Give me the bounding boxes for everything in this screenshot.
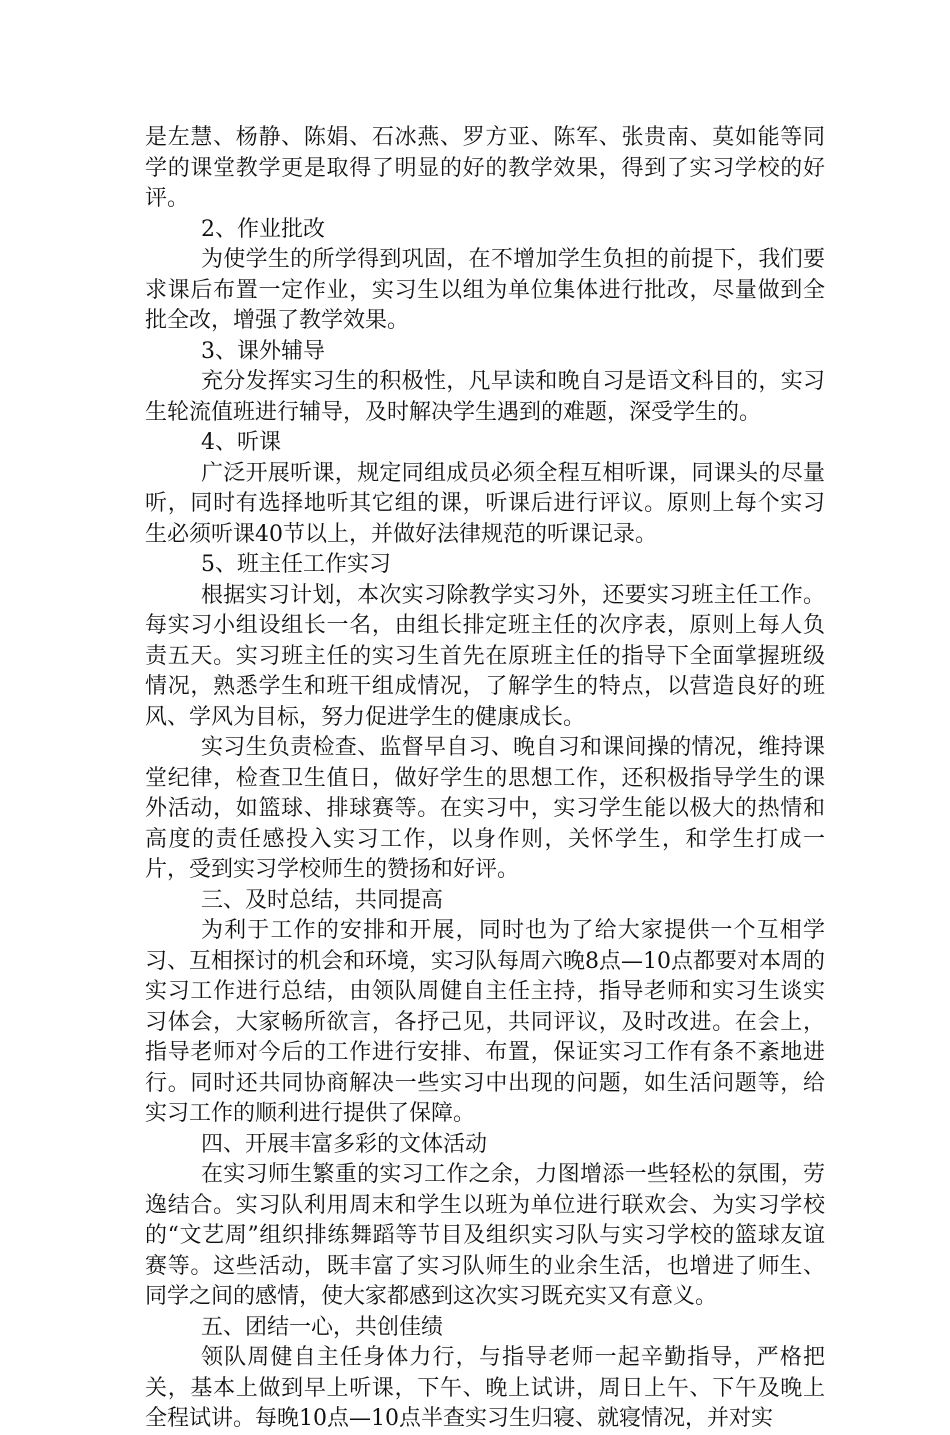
document-page bbox=[145, 123, 825, 1435]
heading-unity-achievement: 五、团结一心，共创佳绩 bbox=[201, 1314, 444, 1340]
paragraph-cultural-activities: 在实习师生繁重的实习工作之余，力图增添一些轻松的氛围，劳逸结合。实习队利用周末和学生以班为单位进行联欢会、为实习学校的“文艺周”组织排练舞蹈等节目及组织实习队与实习学校的篮球友谊赛等。这些活动，既丰富了实习队师生的业余生活，也增进了师生、同学之间的感情，使大家都感到这次实习既充实又有意义。 bbox=[145, 1162, 825, 1309]
paragraph-lesson-observation: 广泛开展听课，规定同组成员必须全程互相听课，同课头的尽量听，同时有选择地听其它组的课，听课后进行评议。原则上每个实习生必须听课40节以上，并做好法律规范的听课记录。 bbox=[145, 460, 825, 547]
heading-homework-correction: 2、作业批改 bbox=[201, 216, 325, 242]
paragraph-unity-achievement: 领队周健自主任身体力行，与指导老师一起辛勤指导，严格把关，基本上做到早上听课，下午、晚上试讲，周日上午、下午及晚上全程试讲。每晚10点—10点半查实习生归寝、就寝情况，并对实 bbox=[145, 1345, 825, 1431]
heading-lesson-observation: 4、听课 bbox=[201, 430, 281, 455]
paragraph-student-names: 是左慧、杨静、陈娟、石冰燕、罗方亚、陈军、张贵南、莫如能等同学的课堂教学更是取得了明显的好的教学效果，得到了实习学校的好评。 bbox=[145, 125, 825, 211]
paragraph-head-teacher-practice: 根据实习计划，本次实习除教学实习外，还要实习班主任工作。每实习小组设组长一名，由组长排定班主任的次序表，原则上每人负责五天。实习班主任的实习生首先在原班主任的指导下全面掌握班级情况，熟悉学生和班干组成情况，了解学生的特点，以营造良好的班风、学风为目标，努力促进学生的健康成长。 bbox=[145, 582, 825, 730]
paragraph-extracurricular-tutoring: 充分发挥实习生的积极性，凡早读和晚自习是语文科目的，实习生轮流值班进行辅导，及时解决学生遇到的难题，深受学生的。 bbox=[145, 369, 825, 425]
paragraph-student-supervision: 实习生负责检查、监督早自习、晚自习和课间操的情况，维持课堂纪律，检查卫生值日，做好学生的思想工作，还积极指导学生的课外活动，如篮球、排球赛等。在实习中，实习学生能以极大的热情和高度的责任感投入实习工作，以身作则，关怀学生，和学生打成一片，受到实习学校师生的赞扬和好评。 bbox=[145, 735, 825, 882]
paragraph-homework-correction: 为使学生的所学得到巩固，在不增加学生负担的前提下，我们要求课后布置一定作业，实习生以组为单位集体进行批改，尽量做到全批全改，增强了教学效果。 bbox=[145, 247, 825, 333]
heading-head-teacher-practice: 5、班主任工作实习 bbox=[201, 552, 391, 577]
paragraph-summary-improvement: 为利于工作的安排和开展，同时也为了给大家提供一个互相学习、互相探讨的机会和环境，实习队每周六晚8点—10点都要对本周的实习工作进行总结，由领队周健自主任主持，指导老师和实习生谈实习体会，大家畅所欲言，各抒己见，共同评议，及时改进。在会上，指导老师对今后的工作进行安排、布置，保证实习工作有条不紊地进行。同时还共同协商解决一些实习中出现的问题，如生活问题等，给实习工作的顺利进行提供了保障。 bbox=[145, 918, 825, 1126]
heading-summary-improvement: 三、及时总结，共同提高 bbox=[201, 887, 444, 913]
heading-extracurricular-tutoring: 3、课外辅导 bbox=[201, 338, 325, 364]
heading-cultural-activities: 四、开展丰富多彩的文体活动 bbox=[201, 1131, 488, 1157]
